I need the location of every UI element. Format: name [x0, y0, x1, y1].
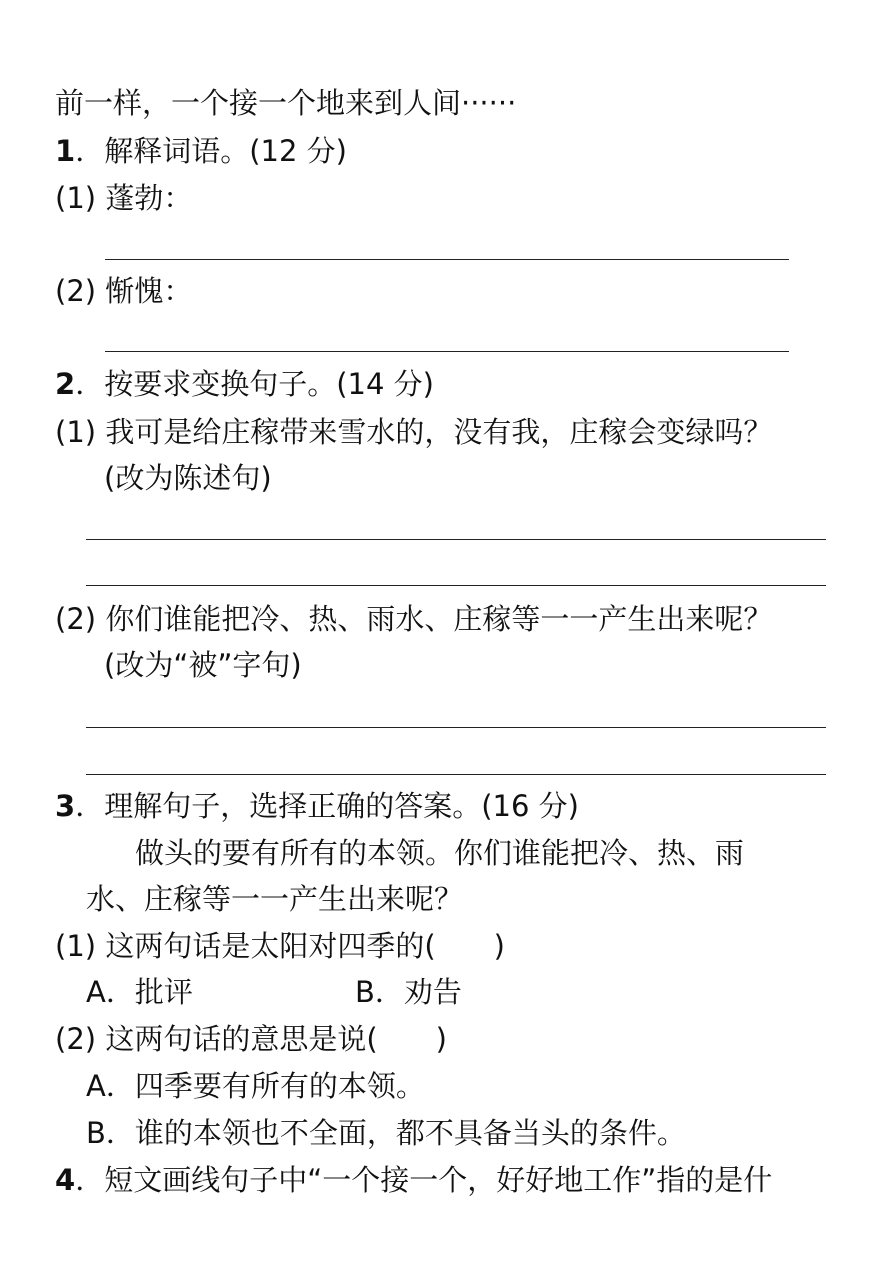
question-3-text: ．理解句子，选择正确的答案。(16 分) — [75, 789, 579, 823]
question-3-item-2 — [55, 1019, 447, 1059]
question-1-item-2 — [55, 271, 192, 311]
answer-blank-1-1[interactable] — [105, 259, 789, 260]
option-b[interactable]: B．谁的本领也不全面，都不具备当头的条件。 — [86, 1116, 686, 1150]
item-text: 蓬勃： — [105, 181, 193, 215]
question-1-number: 1 — [55, 134, 76, 168]
question-2-text: ．按要求变换句子。(14 分) — [75, 367, 434, 401]
answer-blank-2-2a[interactable] — [86, 727, 826, 728]
question-1-text: ．解释词语。(12 分) — [75, 134, 347, 168]
question-2-item-1 — [55, 412, 772, 452]
answer-blank-2-1a[interactable] — [86, 539, 826, 540]
item-label: (2) — [55, 602, 97, 636]
question-1-item-1 — [55, 178, 192, 218]
item-label: (1) — [55, 415, 97, 449]
item-text: 你们谁能把冷、热、雨水、庄稼等一一产生出来呢？ — [105, 602, 773, 636]
passage-line-2: 水、庄稼等一一产生出来呢？ — [86, 882, 464, 916]
question-2-number: 2 — [55, 367, 76, 401]
option-a[interactable]: A．批评 — [86, 975, 193, 1009]
answer-blank-1-2[interactable] — [105, 351, 789, 352]
question-2-item-1-note: (改为陈述句) — [104, 461, 272, 495]
question-2 — [55, 364, 434, 404]
item-label: (2) — [55, 274, 97, 308]
intro-line: 前一样，一个接一个地来到人间······ — [55, 86, 517, 120]
item-text: 这两句话的意思是说( ) — [105, 1022, 447, 1056]
question-4 — [55, 1160, 772, 1200]
item-text: 惭愧： — [105, 274, 193, 308]
question-4-number: 4 — [55, 1163, 76, 1197]
question-4-text: ．短文画线句子中“一个接一个，好好地工作”指的是什 — [75, 1163, 773, 1197]
question-3-number: 3 — [55, 789, 76, 823]
item-text: 我可是给庄稼带来雪水的，没有我，庄稼会变绿吗？ — [105, 415, 773, 449]
question-3 — [55, 786, 579, 826]
passage-line-1: 做头的要有所有的本领。你们谁能把冷、热、雨 — [135, 836, 745, 870]
answer-blank-2-1b[interactable] — [86, 585, 826, 586]
answer-blank-2-2b[interactable] — [86, 774, 826, 775]
question-3-item-1 — [55, 926, 505, 966]
option-a[interactable]: A．四季要有所有的本领。 — [86, 1069, 425, 1103]
option-b[interactable]: B．劝告 — [355, 975, 462, 1009]
item-label: (2) — [55, 1022, 97, 1056]
question-2-item-2 — [55, 599, 772, 639]
question-1 — [55, 131, 347, 171]
item-label: (1) — [55, 181, 97, 215]
item-label: (1) — [55, 929, 97, 963]
question-2-item-2-note: (改为“被”字句) — [104, 648, 302, 682]
item-text: 这两句话是太阳对四季的( ) — [105, 929, 505, 963]
